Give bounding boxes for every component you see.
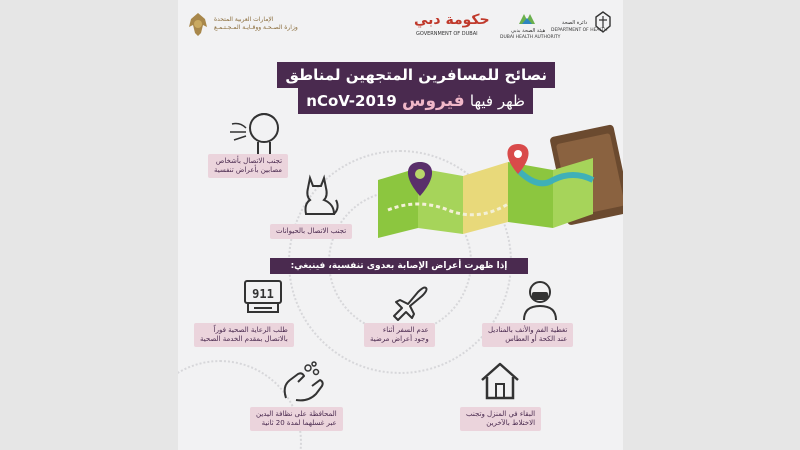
cat-icon <box>296 172 342 218</box>
map-illustration <box>378 110 623 245</box>
symptoms-subheading: إذا ظهرت أعراض الإصابة بعدوى تنفسية، فينبغي: <box>270 258 528 274</box>
tip-hand-hygiene-line1: المحافظة على نظافة اليدين <box>256 410 337 418</box>
doh-english: DEPARTMENT OF HEALTH <box>551 28 608 33</box>
tip-stay-home <box>460 407 541 431</box>
title-line1: نصائح للمسافرين المتجهين لمناطق <box>277 62 555 88</box>
gov-dubai-label: GOVERNMENT OF DUBAI <box>416 31 478 37</box>
tip-avoid-sick-line2: مصابين بأعراض تنفسية <box>214 166 283 174</box>
phone-911-text: 911 <box>252 287 274 301</box>
poster <box>178 0 623 450</box>
title-virus-word: فيروس <box>402 91 465 111</box>
house-icon <box>478 360 522 402</box>
tip-avoid-animals <box>270 224 352 239</box>
dha-arabic: هيئة الصحة بدبي <box>511 28 546 34</box>
tip-stay-home-line1: البقاء في المنزل وتجنب <box>466 410 536 418</box>
logo-bar <box>178 0 623 50</box>
tip-seek-care-line2: بالاتصال بمقدم الخدمة الصحية <box>200 335 288 343</box>
tip-hand-hygiene-line2: عبر غسلهما لمدة 20 ثانية <box>261 419 337 427</box>
dha-logo-icon <box>516 10 538 28</box>
uae-ministry-line1: الإمارات العربية المتحدة <box>214 16 274 23</box>
tip-avoid-sick-contact <box>208 154 288 178</box>
airplane-icon <box>388 280 430 322</box>
tip-no-travel <box>364 323 435 347</box>
tip-cover-mouth-line2: عند الكحة أو العطاس <box>505 335 568 343</box>
tip-stay-home-line2: الاختلاط بالآخرين <box>486 419 536 427</box>
tip-cover-mouth <box>482 323 573 347</box>
title-line2-a: ظهر فيها <box>469 92 525 110</box>
doh-arabic: دائرة الصحة <box>562 20 588 26</box>
dha-english: DUBAI HEALTH AUTHORITY <box>500 35 561 40</box>
gov-dubai-calligraphy: حكومة دبي <box>414 12 490 28</box>
uae-emblem-icon <box>187 11 209 37</box>
sneeze-person-icon <box>228 108 288 156</box>
tip-hand-hygiene <box>250 407 343 431</box>
mask-person-icon <box>518 278 562 322</box>
uae-ministry-line2: وزارة الصـحـة ووقـايـة المـجـتـمـع <box>214 24 298 31</box>
title-virus-name: nCoV-2019 <box>306 92 397 110</box>
tip-cover-mouth-line1: تغطية الفم والأنف بالمناديل <box>488 326 568 334</box>
tip-no-travel-line2: وجود أعراض مرضية <box>370 335 429 343</box>
tip-seek-care-line1: طلب الرعاية الصحية فوراً <box>213 326 288 334</box>
tip-seek-care <box>194 323 294 347</box>
tip-no-travel-line1: عدم السفر أثناء <box>382 326 429 334</box>
phone-911-icon <box>242 278 284 316</box>
tip-avoid-animals-line1: تجنب الاتصال بالحيوانات <box>276 227 347 235</box>
tip-avoid-sick-line1: تجنب الاتصال بأشخاص <box>215 157 283 165</box>
handwash-icon <box>278 360 328 404</box>
